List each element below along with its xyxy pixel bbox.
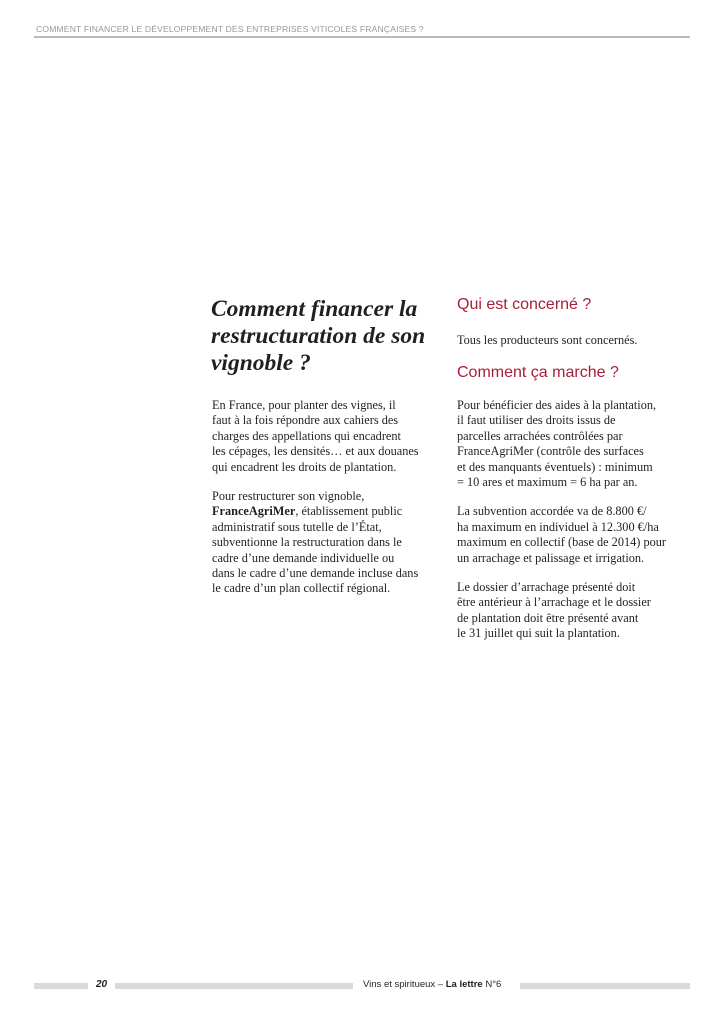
organization-name: FranceAgriMer: [212, 504, 296, 519]
right-column: [457, 398, 707, 656]
publication-name: Vins et spiritueux –: [363, 979, 446, 990]
left-column: [212, 398, 444, 611]
how-paragraph-1: Pour bénéficier des aides à la plantation, il faut utiliser des droits issus de parcelles arrachées contrôlées par FranceAgriMer (contrôle des surfaces et des manquants éventuels) : minimum = 10 ares et maximum = 6 ha par an.: [457, 398, 657, 490]
who-heading: Qui est concerné ?: [457, 296, 592, 313]
footer-bar-left: [34, 983, 88, 989]
footer-bar-right: [520, 983, 690, 989]
intro-paragraph: En France, pour planter des vignes, il faut à la fois répondre aux cahiers des charges des appellations qui encadrent les cépages, les densités… et aux douanes qui encadrent les droits de plantation.: [212, 398, 419, 474]
header-rule: [34, 36, 690, 38]
how-heading: Comment ça marche ?: [457, 364, 619, 381]
how-paragraph-3: Le dossier d’arrachage présenté doit être antérieur à l’arrachage et le dossier de plantation doit être présenté avant le 31 juillet qui suit la plantation.: [457, 580, 651, 641]
issue-number: N°6: [482, 979, 502, 990]
paragraph-intro: Pour restructurer son vignoble,: [212, 489, 365, 504]
publication-title: La lettre: [445, 979, 483, 990]
footer-publication: [363, 979, 501, 990]
who-text: Tous les producteurs sont concernés.: [457, 333, 638, 347]
page-number: 20: [96, 979, 108, 990]
paragraph-rest: , établissement public administratif sous tutelle de l’État, subventionne la restructuration dans le cadre d’une demande individuelle ou dans le cadre d’une demande incluse dans le cadre d’un plan collectif régional.: [212, 504, 419, 596]
article-title: Comment financer la restructuration de son vignoble ?: [211, 296, 426, 376]
franceagrimer-paragraph: [212, 489, 444, 597]
running-header: COMMENT FINANCER LE DÉVELOPPEMENT DES ENTREPRISES VITICOLES FRANÇAISES ?: [36, 24, 424, 34]
how-paragraph-2: La subvention accordée va de 8.800 €/ ha maximum en individuel à 12.300 €/ha maximum en collectif (base de 2014) pour un arrachage et palissage et irrigation.: [457, 504, 666, 565]
footer-bar-middle: [115, 983, 353, 989]
